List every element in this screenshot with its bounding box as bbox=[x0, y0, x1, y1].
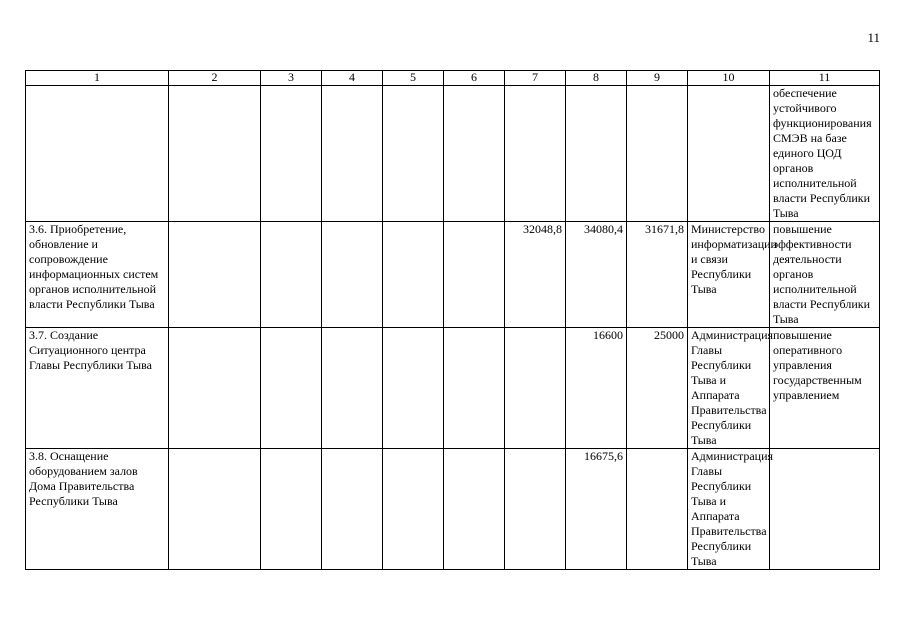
column-header-5: 5 bbox=[383, 71, 444, 86]
column-header-6: 6 bbox=[444, 71, 505, 86]
value-col9-cell bbox=[627, 86, 688, 222]
column-header-9: 9 bbox=[627, 71, 688, 86]
empty-cell bbox=[444, 449, 505, 570]
column-header-4: 4 bbox=[322, 71, 383, 86]
table-row bbox=[26, 222, 880, 328]
value-col9-cell: 25000 bbox=[627, 328, 688, 449]
empty-cell bbox=[261, 86, 322, 222]
table-row bbox=[26, 86, 880, 222]
empty-cell bbox=[322, 328, 383, 449]
empty-cell bbox=[444, 86, 505, 222]
value-col8-cell: 16600 bbox=[566, 328, 627, 449]
value-col8-cell: 34080,4 bbox=[566, 222, 627, 328]
header-row bbox=[26, 71, 880, 86]
empty-cell bbox=[383, 222, 444, 328]
empty-cell bbox=[444, 222, 505, 328]
page-number: 11 bbox=[867, 30, 880, 45]
activity-cell: 3.8. Оснащение оборудованием залов Дома Правительства Республики Тыва bbox=[26, 449, 169, 570]
result-cell: повышение оперативного управления государственным управлением bbox=[770, 328, 880, 449]
empty-cell bbox=[383, 328, 444, 449]
value-col7-cell: 32048,8 bbox=[505, 222, 566, 328]
column-header-11: 11 bbox=[770, 71, 880, 86]
activity-cell bbox=[26, 86, 169, 222]
empty-cell bbox=[383, 449, 444, 570]
empty-cell bbox=[444, 328, 505, 449]
empty-cell bbox=[383, 86, 444, 222]
executor-cell: Министерство информатизации и связи Республики Тыва bbox=[688, 222, 770, 328]
empty-cell bbox=[169, 222, 261, 328]
program-activities-table bbox=[25, 70, 880, 570]
value-col7-cell bbox=[505, 86, 566, 222]
executor-cell: Администрация Главы Республики Тыва и Аппарата Правительства Республики Тыва bbox=[688, 449, 770, 570]
empty-cell bbox=[261, 222, 322, 328]
empty-cell bbox=[322, 222, 383, 328]
column-header-8: 8 bbox=[566, 71, 627, 86]
value-col9-cell: 31671,8 bbox=[627, 222, 688, 328]
result-cell: повышение эффективности деятельности органов исполнительной власти Республики Тыва bbox=[770, 222, 880, 328]
activity-cell: 3.6. Приобретение, обновление и сопровождение информационных систем органов исполнительной власти Республики Тыва bbox=[26, 222, 169, 328]
table-row bbox=[26, 328, 880, 449]
value-col8-cell: 16675,6 bbox=[566, 449, 627, 570]
column-header-7: 7 bbox=[505, 71, 566, 86]
value-col7-cell bbox=[505, 328, 566, 449]
table-row bbox=[26, 449, 880, 570]
result-cell: обеспечение устойчивого функционирования СМЭВ на базе единого ЦОД органов исполнительной власти Республики Тыва bbox=[770, 86, 880, 222]
column-header-1: 1 bbox=[26, 71, 169, 86]
value-col7-cell bbox=[505, 449, 566, 570]
column-header-2: 2 bbox=[169, 71, 261, 86]
column-header-10: 10 bbox=[688, 71, 770, 86]
column-header-3: 3 bbox=[261, 71, 322, 86]
result-cell bbox=[770, 449, 880, 570]
empty-cell bbox=[261, 328, 322, 449]
empty-cell bbox=[322, 449, 383, 570]
empty-cell bbox=[169, 328, 261, 449]
executor-cell bbox=[688, 86, 770, 222]
empty-cell bbox=[169, 86, 261, 222]
empty-cell bbox=[261, 449, 322, 570]
empty-cell bbox=[322, 86, 383, 222]
value-col9-cell bbox=[627, 449, 688, 570]
empty-cell bbox=[169, 449, 261, 570]
value-col8-cell bbox=[566, 86, 627, 222]
activity-cell: 3.7. Создание Ситуационного центра Главы Республики Тыва bbox=[26, 328, 169, 449]
executor-cell: Администрация Главы Республики Тыва и Аппарата Правительства Республики Тыва bbox=[688, 328, 770, 449]
